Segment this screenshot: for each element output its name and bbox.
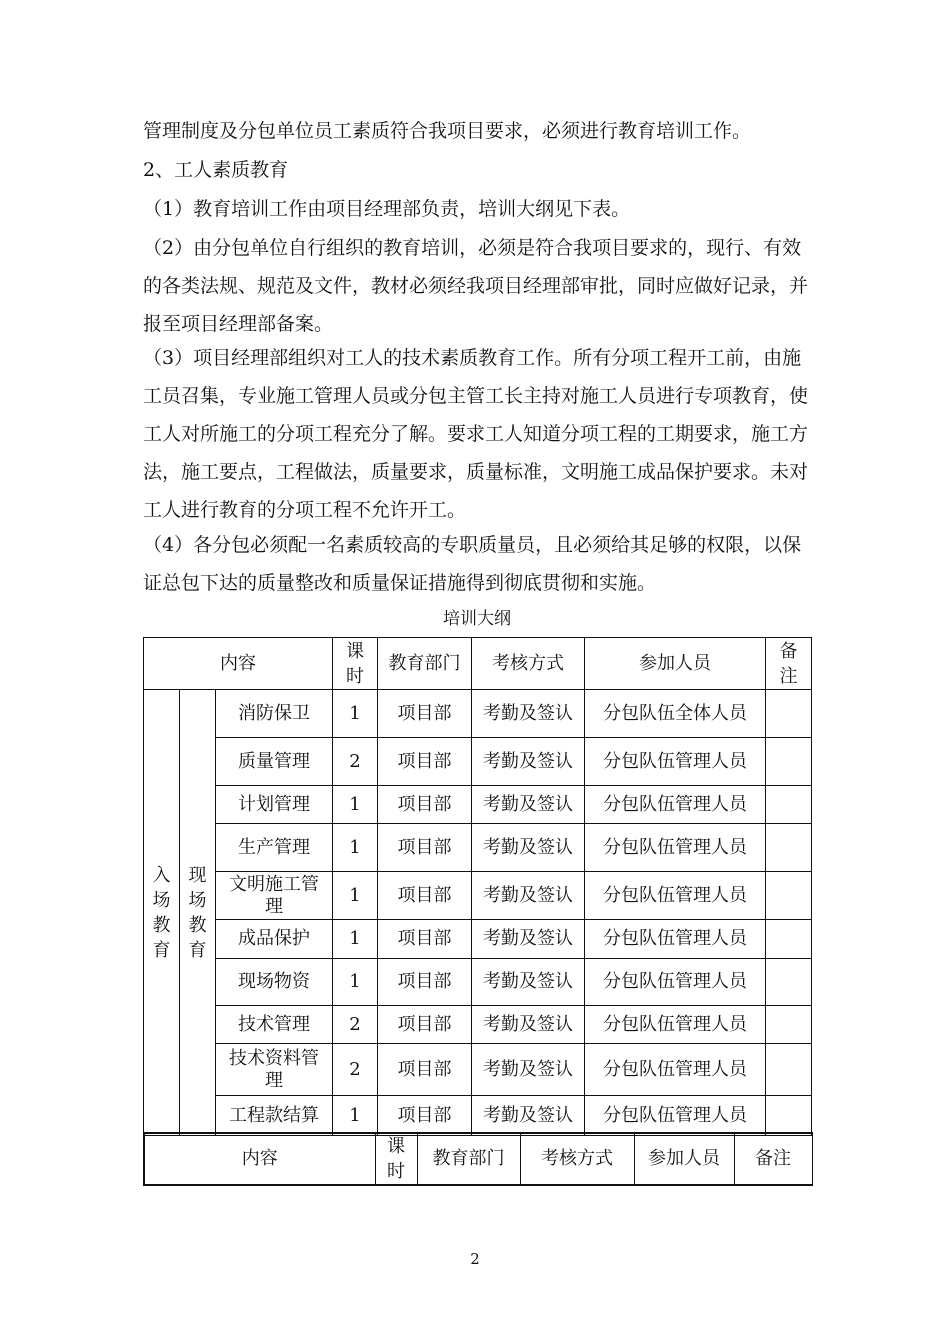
cell-participants: 分包队伍管理人员 [585,959,766,1006]
header-participants: 参加人员 [634,1133,734,1185]
cell-department: 项目部 [378,738,472,786]
group-inner-cell: 现场教育 [180,690,216,1136]
table-row [144,959,812,1006]
header-hours: 课时 [333,638,378,690]
table-header-row [144,638,812,690]
cell-assessment: 考勤及签认 [472,824,585,872]
cell-participants: 分包队伍管理人员 [585,1096,766,1136]
cell-assessment: 考勤及签认 [472,690,585,738]
cell-remarks [766,738,812,786]
cell-remarks [766,920,812,959]
continuation-paragraph: 管理制度及分包单位员工素质符合我项目要求，必须进行教育培训工作。 [143,120,752,142]
table-row [144,1096,812,1136]
section-heading: 2、工人素质教育 [143,159,289,181]
cell-content: 工程款结算 [216,1096,333,1136]
cell-remarks [766,1044,812,1096]
cell-participants: 分包队伍管理人员 [585,920,766,959]
cell-department: 项目部 [378,959,472,1006]
cell-content: 质量管理 [216,738,333,786]
cell-hours: 1 [333,786,378,824]
cell-hours: 1 [333,824,378,872]
repeated-header-table [143,1132,813,1186]
cell-participants: 分包队伍管理人员 [585,1006,766,1044]
header-content: 内容 [144,1133,375,1185]
table-row [144,872,812,920]
cell-participants: 分包队伍管理人员 [585,824,766,872]
cell-content: 计划管理 [216,786,333,824]
cell-remarks [766,824,812,872]
cell-hours: 1 [333,959,378,1006]
training-outline-table [143,637,812,1136]
cell-remarks [766,1096,812,1136]
cell-content: 消防保卫 [216,690,333,738]
cell-department: 项目部 [378,1096,472,1136]
cell-assessment: 考勤及签认 [472,1006,585,1044]
header-content: 内容 [144,638,333,690]
cell-content: 文明施工管理 [216,872,333,920]
table-row [144,920,812,959]
header-hours: 课时 [375,1133,417,1185]
cell-assessment: 考勤及签认 [472,738,585,786]
repeated-header-row [144,1133,812,1185]
cell-department: 项目部 [378,920,472,959]
cell-assessment: 考勤及签认 [472,1044,585,1096]
cell-hours: 1 [333,1096,378,1136]
cell-remarks [766,959,812,1006]
cell-content: 技术管理 [216,1006,333,1044]
cell-department: 项目部 [378,1044,472,1096]
cell-assessment: 考勤及签认 [472,920,585,959]
cell-participants: 分包队伍管理人员 [585,1044,766,1096]
table-title: 培训大纲 [443,609,511,629]
cell-hours: 1 [333,872,378,920]
header-department: 教育部门 [417,1133,520,1185]
cell-department: 项目部 [378,872,472,920]
cell-assessment: 考勤及签认 [472,959,585,1006]
cell-hours: 1 [333,920,378,959]
cell-remarks [766,872,812,920]
cell-content: 现场物资 [216,959,333,1006]
item-3-paragraph: （3）项目经理部组织对工人的技术素质教育工作。所有分项工程开工前，由施工员召集，专业施工管理人员或分包主管工长主持对施工人员进行专项教育，使工人对所施工的分项工程充分了解。要求工人知道分项工程的工期要求，施工方法，施工要点，工程做法，质量要求，质量标准，文明施工成品保护要求。未对工人进行教育的分项工程不允许开工。 [143,347,809,521]
cell-content: 技术资料管理 [216,1044,333,1096]
item-1-paragraph: （1）教育培训工作由项目经理部负责，培训大纲见下表。 [143,198,631,220]
table-row [144,690,812,738]
table-row [144,1006,812,1044]
cell-hours: 1 [333,690,378,738]
header-remarks: 备注 [734,1133,812,1185]
cell-assessment: 考勤及签认 [472,1096,585,1136]
cell-department: 项目部 [378,690,472,738]
cell-department: 项目部 [378,1006,472,1044]
table-row [144,824,812,872]
item-4-paragraph: （4）各分包必须配一名素质较高的专职质量员，且必须给其足够的权限，以保证总包下达的质量整改和质量保证措施得到彻底贯彻和实施。 [143,534,802,594]
cell-hours: 2 [333,1006,378,1044]
cell-remarks [766,1006,812,1044]
cell-content: 成品保护 [216,920,333,959]
table-row [144,738,812,786]
cell-remarks [766,690,812,738]
cell-assessment: 考勤及签认 [472,872,585,920]
header-assessment: 考核方式 [520,1133,634,1185]
cell-department: 项目部 [378,824,472,872]
header-department: 教育部门 [378,638,472,690]
cell-participants: 分包队伍管理人员 [585,872,766,920]
cell-participants: 分包队伍全体人员 [585,690,766,738]
cell-remarks [766,786,812,824]
cell-hours: 2 [333,738,378,786]
cell-content: 生产管理 [216,824,333,872]
header-assessment: 考核方式 [472,638,585,690]
cell-assessment: 考勤及签认 [472,786,585,824]
header-remarks: 备注 [766,638,812,690]
table-row [144,1044,812,1096]
item-2-paragraph: （2）由分包单位自行组织的教育培训，必须是符合我项目要求的，现行、有效的各类法规、规范及文件，教材必须经我项目经理部审批，同时应做好记录，并报至项目经理部备案。 [143,237,809,335]
cell-hours: 2 [333,1044,378,1096]
header-participants: 参加人员 [585,638,766,690]
table-row [144,786,812,824]
cell-participants: 分包队伍管理人员 [585,738,766,786]
cell-department: 项目部 [378,786,472,824]
page-number: 2 [470,1250,480,1268]
cell-participants: 分包队伍管理人员 [585,786,766,824]
group-outer-cell: 入场教育 [144,690,180,1136]
